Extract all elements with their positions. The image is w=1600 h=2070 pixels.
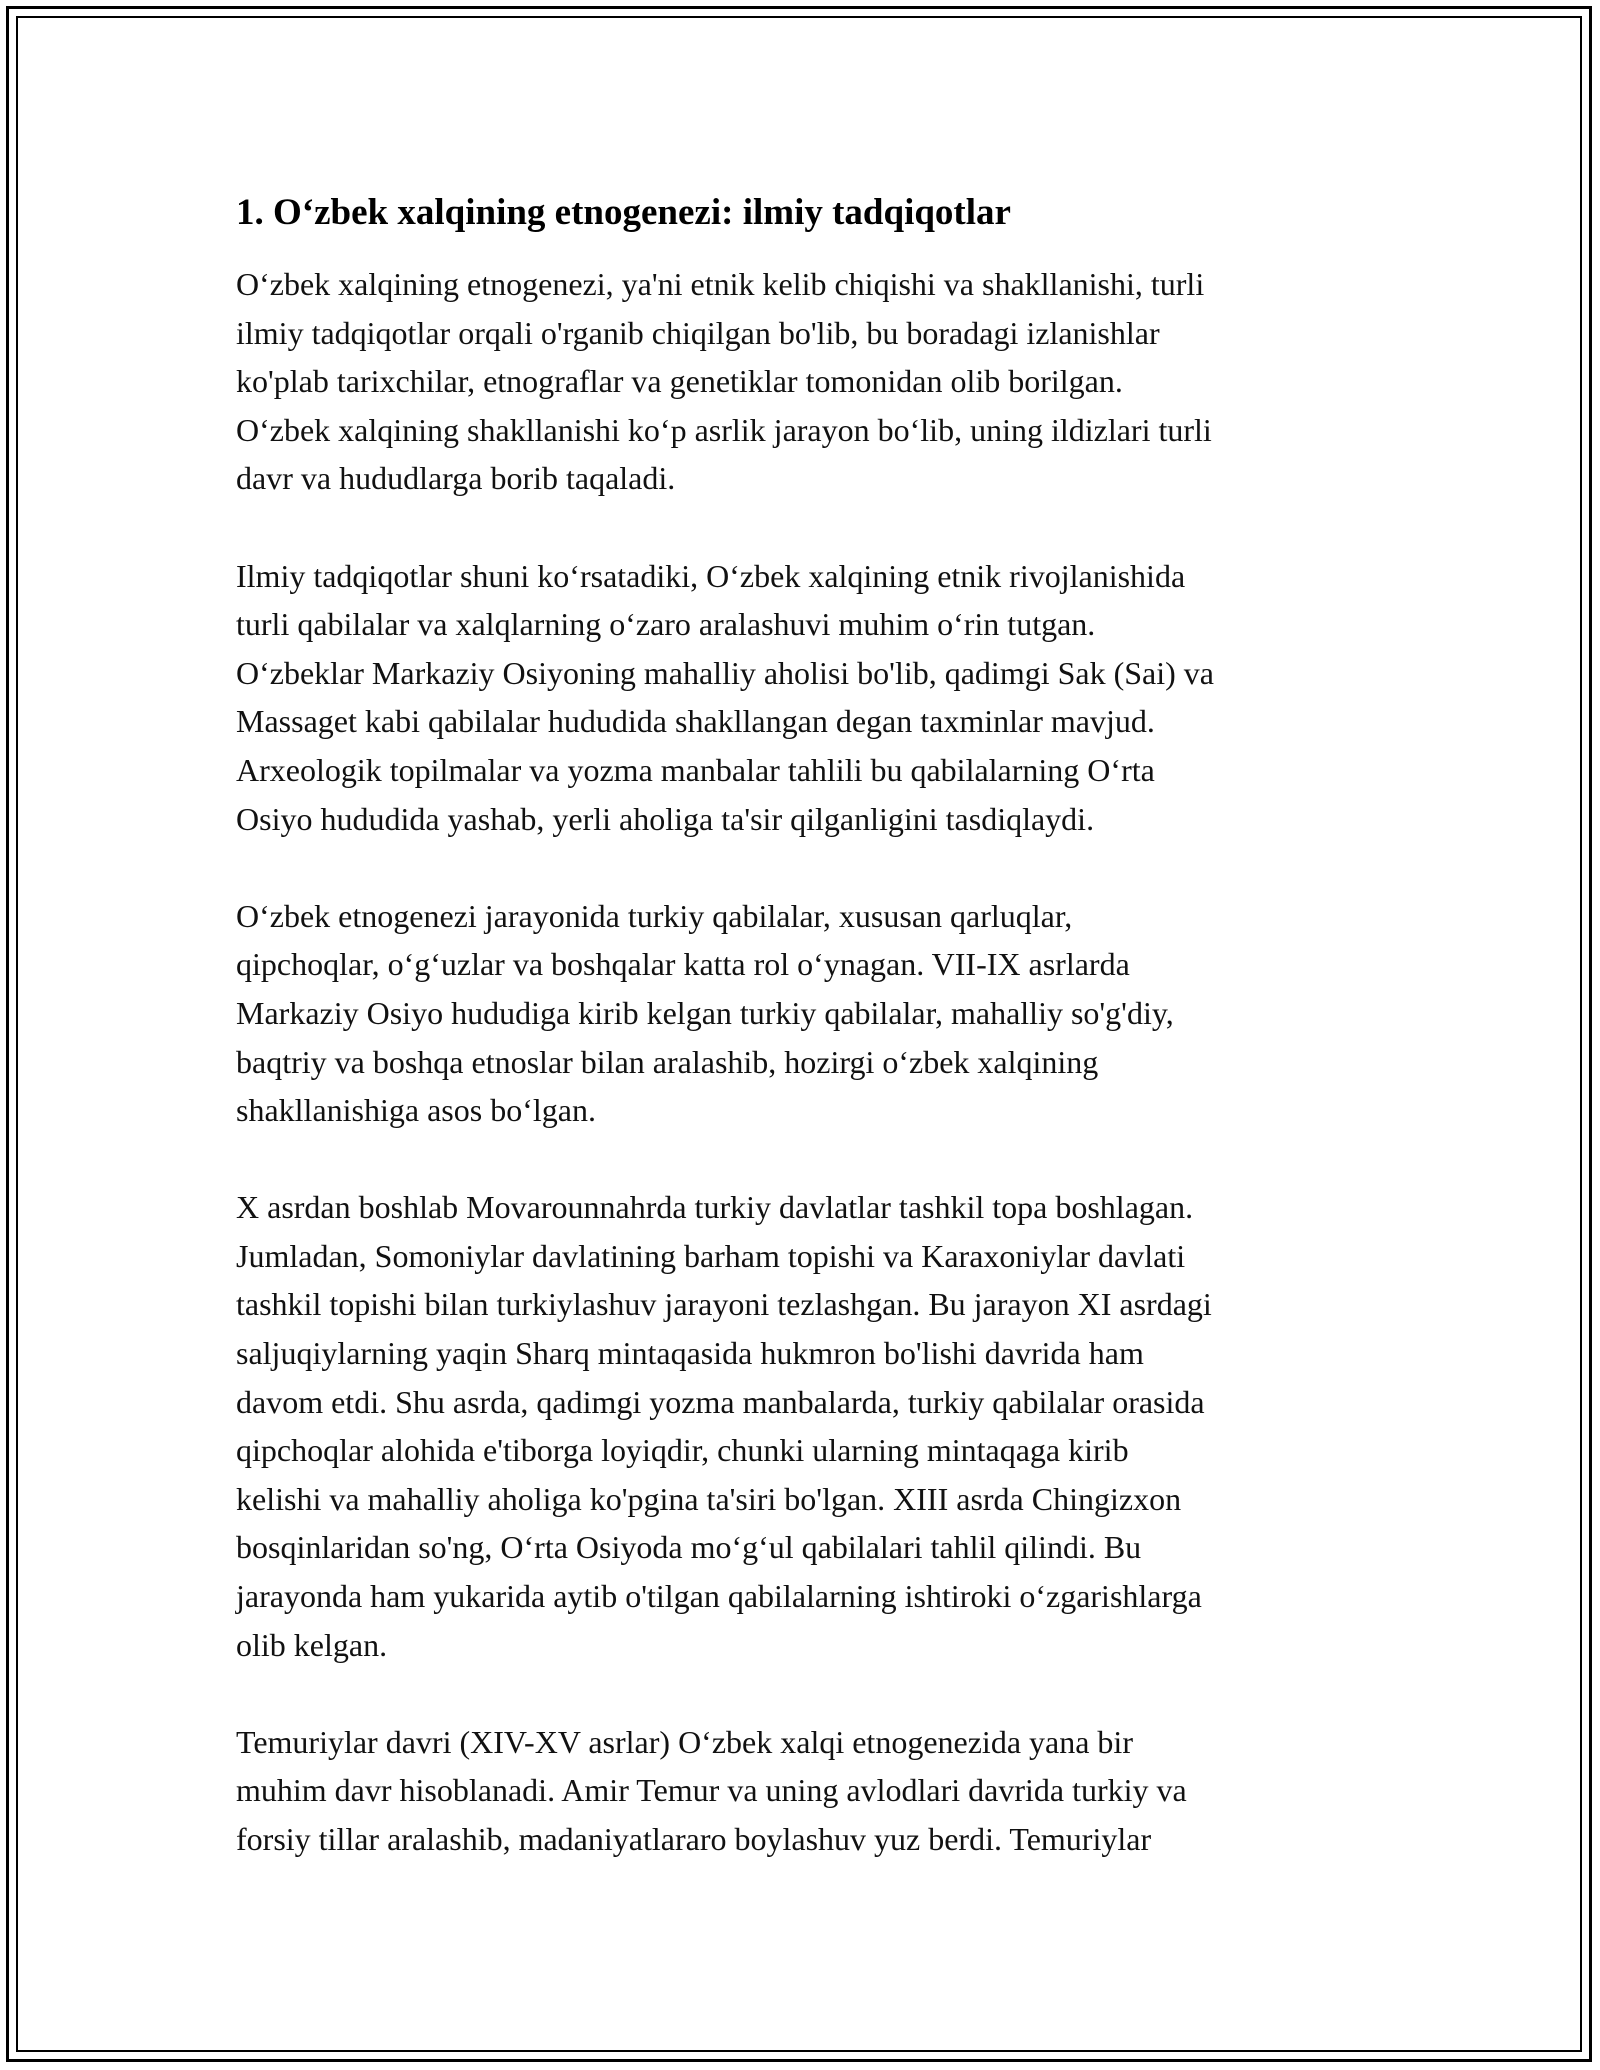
section-heading: 1. O‘zbek xalqining etnogenezi: ilmiy tadqiqotlar	[236, 192, 1011, 233]
paragraph-1: O‘zbek xalqining etnogenezi, ya'ni etnik kelib chiqishi va shakllanishi, turli ilmiy tadqiqotlar orqali o'rganib chiqilgan bo'lib, bu boradagi izlanishlar ko'plab tarixchilar, etnograflar va genetiklar tomonidan olib borilgan. O‘zbek xalqining shakllanishi ko‘p asrlik jarayon bo‘lib, uning ildizlari turli davr va hududlarga borib taqaladi.	[236, 266, 1212, 497]
paragraph-2: Ilmiy tadqiqotlar shuni ko‘rsatadiki, O‘zbek xalqining etnik rivojlanishida turli qabilalar va xalqlarning o‘zaro aralashuvi muhim o‘rin tutgan. O‘zbeklar Markaziy Osiyoning mahalliy aholisi bo'lib, qadimgi Sak (Sai) va Massaget kabi qabilalar hududida shakllangan degan taxminlar mavjud. Arxeologik topilmalar va yozma manbalar tahlili bu qabilalarning O‘rta Osiyo hududida yashab, yerli aholiga ta'sir qilganligini tasdiqlaydi.	[236, 557, 1214, 837]
paragraph-4: X asrdan boshlab Movarounnahrda turkiy davlatlar tashkil topa boshlagan. Jumladan, Somoniylar davlatining barham topishi va Karaxoniylar davlati tashkil topishi bilan turkiylashuv jarayoni tezlashgan. Bu jarayon XI asrdagi saljuqiylarning yaqin Sharq mintaqasida hukmron bo'lishi davrida ham davom etdi. Shu asrda, qadimgi yozma manbalarda, turkiy qabilalar orasida qipchoqlar alohida e'tiborga loyiqdir, chunki ularning mintaqaga kirib kelishi va mahalliy aholiga ko'pgina ta'siri bo'lgan. XIII asrda Chingizxon bosqinlaridan so'ng, O‘rta Osiyoda mo‘g‘ul qabilalari tahlil qilindi. Bu jarayonda ham yukarida aytib o'tilgan qabilalarning ishtiroki o‘zgarishlarga olib kelgan.	[236, 1189, 1212, 1663]
document-body	[236, 186, 1376, 1912]
paragraph-3: O‘zbek etnogenezi jarayonida turkiy qabilalar, xususan qarluqlar, qipchoqlar, o‘g‘uzlar va boshqalar katta rol o‘ynagan. VII-IX asrlarda Markaziy Osiyo hududiga kirib kelgan turkiy qabilalar, mahalliy so'g'diy, baqtriy va boshqa etnoslar bilan aralashib, hozirgi o‘zbek xalqining shakllanishiga asos bo‘lgan.	[236, 897, 1174, 1129]
paragraph-5: Temuriylar davri (XIV-XV asrlar) O‘zbek xalqi etnogenezida yana bir muhim davr hisoblanadi. Amir Temur va uning avlodlari davrida turkiy va forsiy tillar aralashib, madaniyatlararo boylashuv yuz berdi. Temuriylar	[236, 1723, 1187, 1857]
